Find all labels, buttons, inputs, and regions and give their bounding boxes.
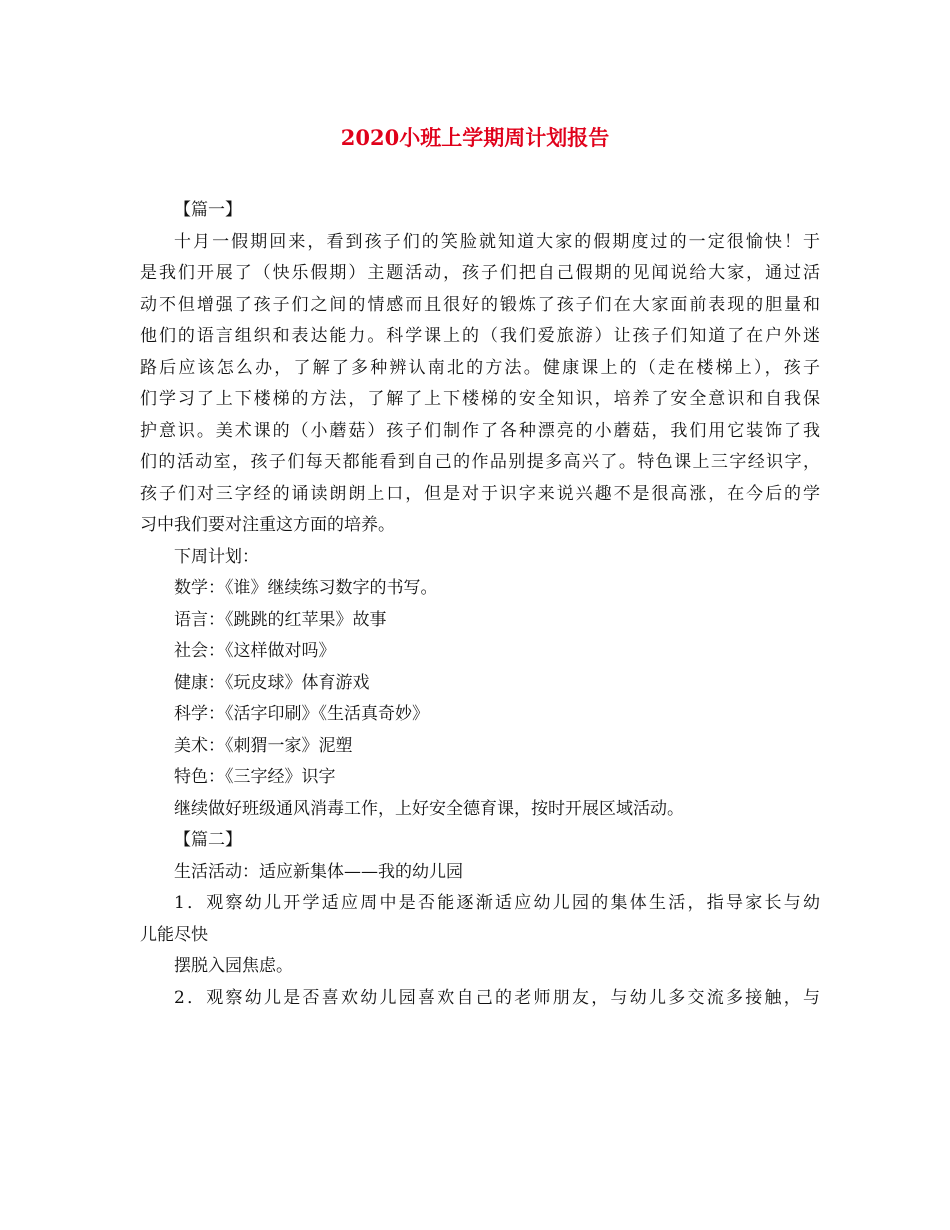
item1-line: 摆脱入园焦虑。 bbox=[174, 956, 293, 976]
plan-item: 社会：《这样做对吗》 bbox=[174, 641, 336, 661]
paragraph-line: 路后应该怎么办，了解了多种辨认南北的方法。健康课上的（走在楼梯上），孩子 bbox=[140, 357, 820, 378]
paragraph-line: 是我们开展了（快乐假期）主题活动，孩子们把自己假期的见闻说给大家，通过活 bbox=[140, 263, 820, 283]
item2-line: 2．观察幼儿是否喜欢幼儿园喜欢自己的老师朋友，与幼儿多交流多接触，与 bbox=[174, 987, 820, 1008]
document-body bbox=[140, 195, 820, 1014]
paragraph-line: 护意识。美术课的（小蘑菇）孩子们制作了各种漂亮的小蘑菇，我们用它装饰了我 bbox=[140, 420, 820, 441]
paragraph-line: 孩子们对三字经的诵读朗朗上口，但是对于识字来说兴趣不是很高涨，在今后的学 bbox=[140, 483, 820, 504]
closing-line: 继续做好班级通风消毒工作，上好安全德育课，按时开展区域活动。 bbox=[174, 798, 684, 819]
plan-list bbox=[140, 573, 820, 794]
plan-item: 美术：《刺猬一家》泥塑 bbox=[174, 735, 353, 756]
paragraph-line: 动不但增强了孩子们之间的情感而且很好的锻炼了孩子们在大家面前表现的胆量和 bbox=[140, 294, 820, 315]
paragraph-line: 们学习了上下楼梯的方法，了解了上下楼梯的安全知识，培养了安全意识和自我保 bbox=[140, 389, 820, 409]
item1-line: 儿能尽快 bbox=[140, 924, 208, 945]
section-heading-2: 【篇二】 bbox=[174, 830, 242, 850]
paragraph-line: 他们的语言组织和表达能力。科学课上的（我们爱旅游）让孩子们知道了在户外迷 bbox=[140, 326, 820, 346]
paragraph-line: 习中我们要对注重这方面的培养。 bbox=[140, 515, 395, 535]
plan-item: 语言：《跳跳的红苹果》故事 bbox=[174, 609, 387, 630]
document-title: 2020小班上学期周计划报告 bbox=[340, 125, 610, 150]
item1-line: 1．观察幼儿开学适应周中是否能逐渐适应幼儿园的集体生活，指导家长与幼 bbox=[174, 893, 820, 913]
plan-item: 特色：《三字经》识字 bbox=[174, 767, 336, 787]
plan-item: 健康：《玩皮球》体育游戏 bbox=[174, 672, 370, 693]
next-week-label: 下周计划： bbox=[174, 546, 259, 567]
paragraph-line: 们的活动室，孩子们每天都能看到自己的作品别提多高兴了。特色课上三字经识字， bbox=[140, 452, 820, 472]
paragraph-line: 十月一假期回来，看到孩子们的笑脸就知道大家的假期度过的一定很愉快！于 bbox=[174, 231, 820, 252]
life-activity-line: 生活活动：适应新集体——我的幼儿园 bbox=[174, 861, 463, 882]
section1-paragraph bbox=[140, 227, 820, 542]
plan-item: 科学：《活字印刷》《生活真奇妙》 bbox=[174, 704, 429, 724]
section-heading-1: 【篇一】 bbox=[174, 200, 242, 220]
plan-item: 数学：《谁》继续练习数字的书写。 bbox=[174, 578, 438, 598]
